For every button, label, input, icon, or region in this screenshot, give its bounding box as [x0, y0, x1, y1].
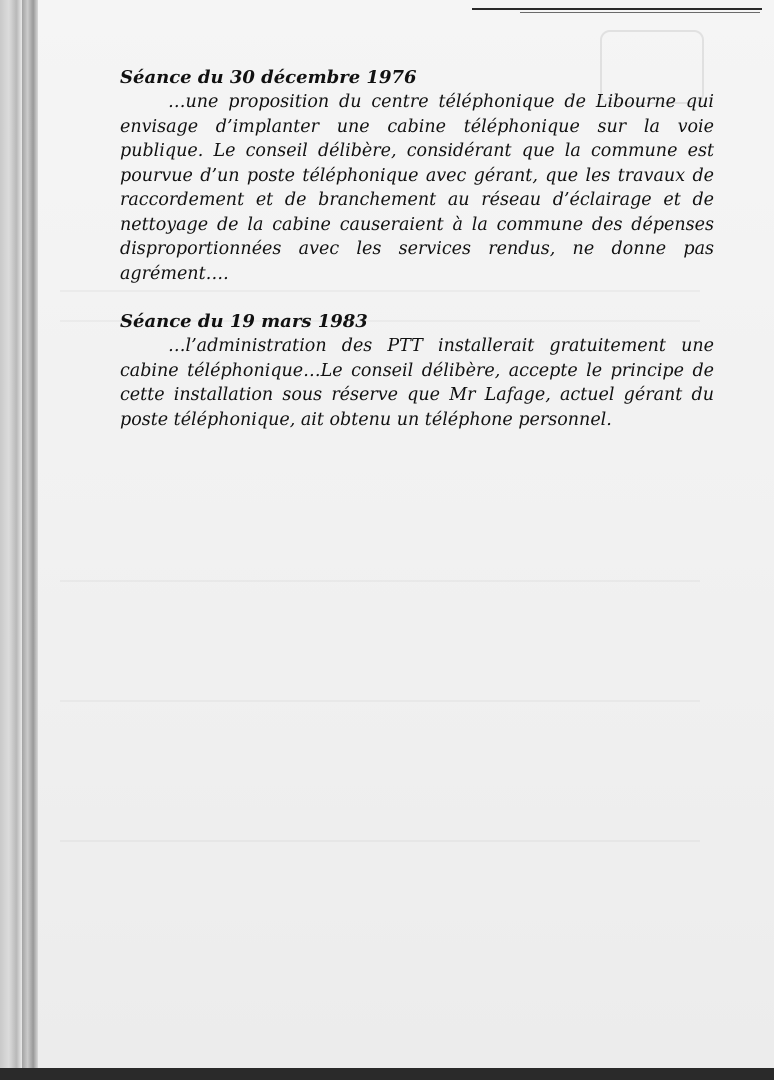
- session-title: Séance du 19 mars 1983: [120, 311, 368, 332]
- document-content: [120, 66, 714, 432]
- session-text: …une proposition du centre téléphonique de Libourne qui envisage d’implanter une cabine téléphonique sur la voie publique. Le conseil délibère, considérant que la commune est pourvue d’un poste téléphonique avec gérant, que les travaux de raccordement et de branchement au réseau d’éclairage et de nettoyage de la cabine causeraient à la commune des dépenses disproportionnées avec les services rendus, ne donne pas agrément….: [120, 92, 714, 284]
- top-rule: [472, 8, 762, 10]
- page-binding-shadow: [22, 0, 38, 1080]
- session-text: …l’administration des PTT installerait gratuitement une cabine téléphonique…Le conseil délibère, accepte le principe de cette installation sous réserve que Mr Lafage, actuel gérant du poste téléphonique, ait obtenu un téléphone personnel.: [120, 336, 714, 430]
- bleed-through-line: [60, 580, 700, 582]
- top-rule-secondary: [520, 12, 760, 13]
- session-title: Séance du 30 décembre 1976: [120, 67, 417, 88]
- page-left-edge: [0, 0, 22, 1080]
- session-block: [120, 66, 714, 286]
- session-block: [120, 310, 714, 432]
- bleed-through-line: [60, 700, 700, 702]
- page-bottom-edge: [0, 1068, 774, 1080]
- bleed-through-line: [60, 840, 700, 842]
